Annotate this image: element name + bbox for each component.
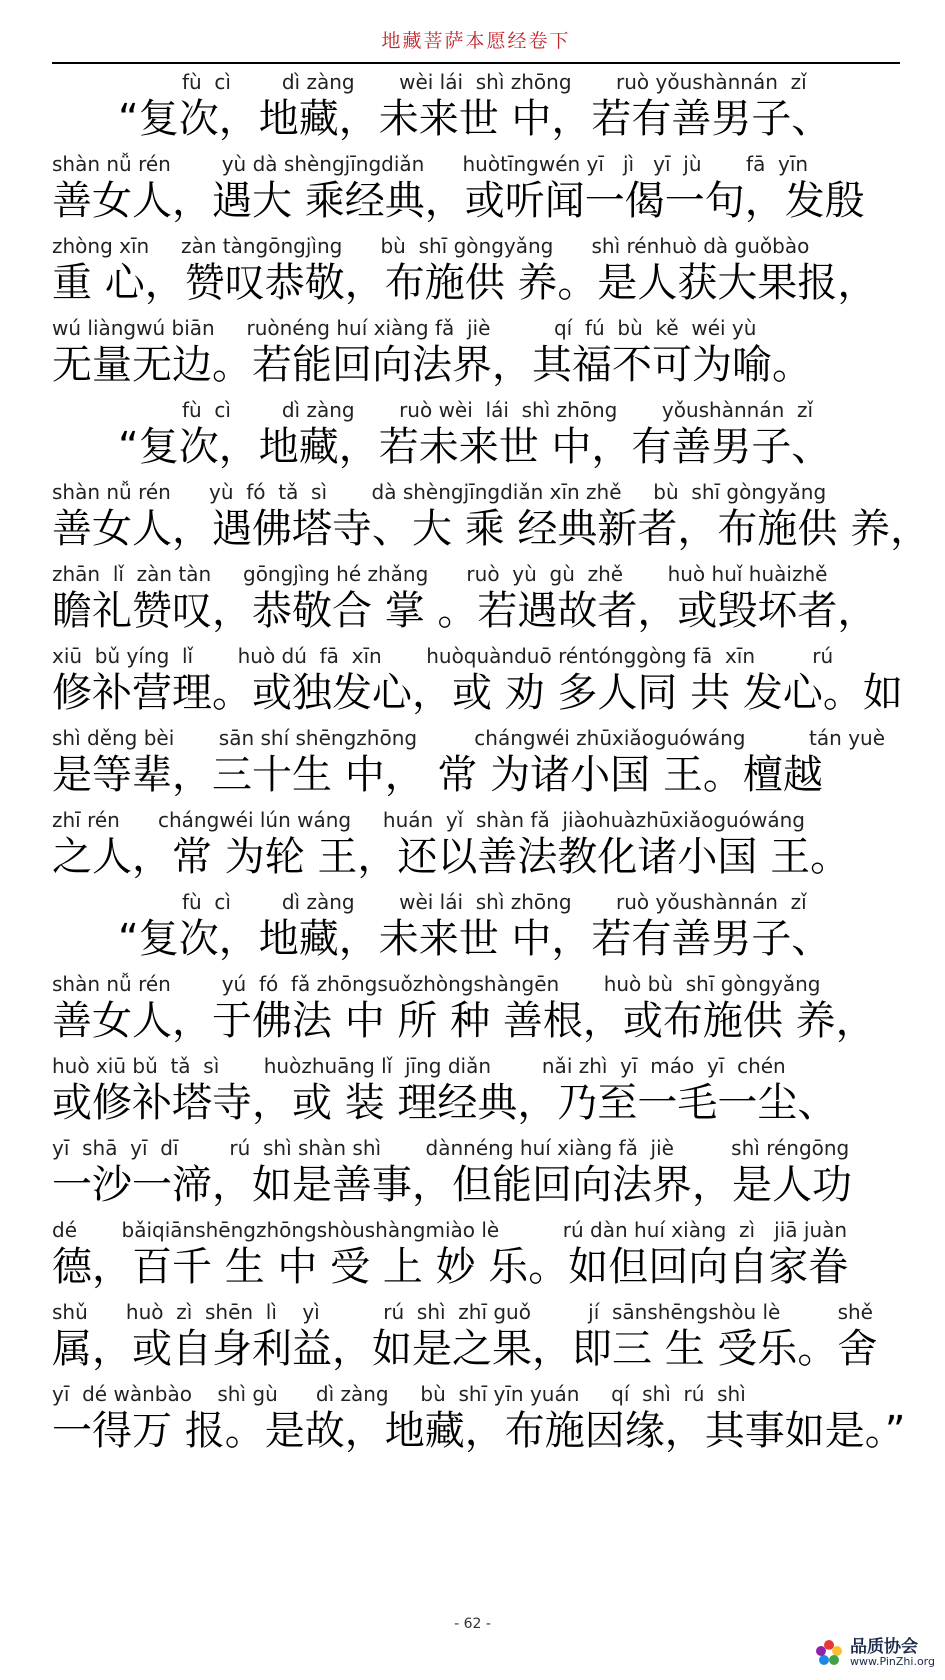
pinyin-line: xiū bǔ yíng lǐ huò dú fā xīn huòquànduō réntónggòng fā xīn rú xyxy=(52,644,834,668)
pinyin-line: shàn nǚ rén yù fó tǎ sì dà shèngjīngdiǎn xīn zhě bù shī gòngyǎng xyxy=(52,480,827,504)
text-line xyxy=(52,66,900,148)
pinyin-line: zhī rén chángwéi lún wáng huán yǐ shàn fǎ jiàohuàzhūxiǎoguówáng xyxy=(52,808,805,832)
pinyin-line: shì děng bèi sān shí shēngzhōng chángwéi zhūxiǎoguówáng tán yuè xyxy=(52,726,886,750)
pinyin-line: zhān lǐ zàn tàn gōngjìng hé zhǎng ruò yù gù zhě huò huǐ huàizhě xyxy=(52,562,828,586)
hanzi-line: 善女人，于佛法 中 所 种 善根，或布施供 养， xyxy=(52,998,876,1044)
hanzi-line: 属，或自身利益，如是之果，即三 生 受乐。舍 xyxy=(52,1326,878,1372)
pinyin-line: yī shā yī dī rú shì shàn shì dànnéng huí xiàng fǎ jiè shì réngōng xyxy=(52,1136,850,1160)
hanzi-line: “复次，地藏，未来世 中，若有善男子、 xyxy=(118,916,832,962)
pinyin-line: zhòng xīn zàn tàngōngjìng bù shī gòngyǎng shì rénhuò dà guǒbào xyxy=(52,234,810,258)
hanzi-line: 无量无边。若能回向法界，其福不可为喻。 xyxy=(52,342,812,388)
sutra-text-body xyxy=(52,66,931,1460)
pinyin-line: shǔ huò zì shēn lì yì rú shì zhī guǒ jí sānshēngshòu lè shě xyxy=(52,1300,873,1324)
text-line xyxy=(52,1214,900,1296)
header-divider xyxy=(52,62,900,64)
text-line xyxy=(52,148,900,230)
text-line xyxy=(52,1296,900,1378)
text-line xyxy=(52,1132,900,1214)
hanzi-line: 修补营理。或独发心，或 劝 多人同 共 发心。如 xyxy=(52,670,903,716)
hanzi-line: 瞻礼赞叹，恭敬合 掌 。若遇故者，或毁坏者， xyxy=(52,588,878,634)
text-line xyxy=(52,968,900,1050)
hanzi-line: 重 心，赞叹恭敬，布施供 养。是人获大果报， xyxy=(52,260,878,306)
hanzi-line: “复次，地藏，未来世 中，若有善男子、 xyxy=(118,96,832,142)
text-line xyxy=(52,476,931,558)
watermark-url: www.PinZhi.org xyxy=(850,1655,935,1669)
hanzi-line: 一沙一渧，如是善事，但能回向法界，是人功 xyxy=(52,1162,852,1208)
hanzi-line: 善女人，遇佛塔寺、大 乘 经典新者，布施供 养， xyxy=(52,506,931,552)
hanzi-line: 是等辈，三十生 中， 常 为诸小国 王。檀越 xyxy=(52,752,823,798)
pinyin-line: huò xiū bǔ tǎ sì huòzhuāng lǐ jīng diǎn nǎi zhì yī máo yī chén xyxy=(52,1054,786,1078)
text-line xyxy=(52,1050,900,1132)
pinyin-line: fù cì dì zàng wèi lái shì zhōng ruò yǒushànnán zǐ xyxy=(182,890,807,914)
watermark xyxy=(812,1636,935,1670)
hanzi-line: “复次，地藏，若未来世 中，有善男子、 xyxy=(118,424,832,470)
text-line xyxy=(52,804,900,886)
page-number: - 62 - xyxy=(454,1616,491,1632)
text-line xyxy=(52,312,900,394)
hanzi-line: 一得万 报。是故，地藏，布施因缘，其事如是。” xyxy=(52,1408,906,1454)
text-line xyxy=(52,394,900,476)
watermark-name: 品质协会 xyxy=(850,1636,918,1657)
flower-logo-icon xyxy=(812,1636,846,1670)
pinyin-line: wú liàngwú biān ruònéng huí xiàng fǎ jiè qí fú bù kě wéi yù xyxy=(52,316,757,340)
page-header-title: 地藏菩萨本愿经卷下 xyxy=(381,30,571,52)
pinyin-line: fù cì dì zàng ruò wèi lái shì zhōng yǒushànnán zǐ xyxy=(182,398,814,422)
hanzi-line: 善女人，遇大 乘经典，或听闻一偈一句，发殷 xyxy=(52,178,865,224)
hanzi-line: 或修补塔寺，或 装 理经典，乃至一毛一尘、 xyxy=(52,1080,838,1126)
text-line xyxy=(52,722,900,804)
hanzi-line: 之人，常 为轮 王，还以善法教化诸小国 王。 xyxy=(52,834,851,880)
text-line xyxy=(52,640,903,722)
text-line xyxy=(52,1378,906,1460)
pinyin-line: shàn nǚ rén yù dà shèngjīngdiǎn huòtīngwén yī jì yī jù fā yīn xyxy=(52,152,809,176)
pinyin-line: yī dé wànbào shì gù dì zàng bù shī yīn yuán qí shì rú shì xyxy=(52,1382,746,1406)
text-line xyxy=(52,230,900,312)
pinyin-line: shàn nǚ rén yú fó fǎ zhōngsuǒzhòngshàngēn huò bù shī gòngyǎng xyxy=(52,972,821,996)
text-line xyxy=(52,558,900,640)
text-line xyxy=(52,886,900,968)
hanzi-line: 德，百千 生 中 受 上 妙 乐。如但回向自家眷 xyxy=(52,1244,849,1290)
pinyin-line: fù cì dì zàng wèi lái shì zhōng ruò yǒushànnán zǐ xyxy=(182,70,807,94)
pinyin-line: dé bǎiqiānshēngzhōngshòushàngmiào lè rú dàn huí xiàng zì jiā juàn xyxy=(52,1218,848,1242)
